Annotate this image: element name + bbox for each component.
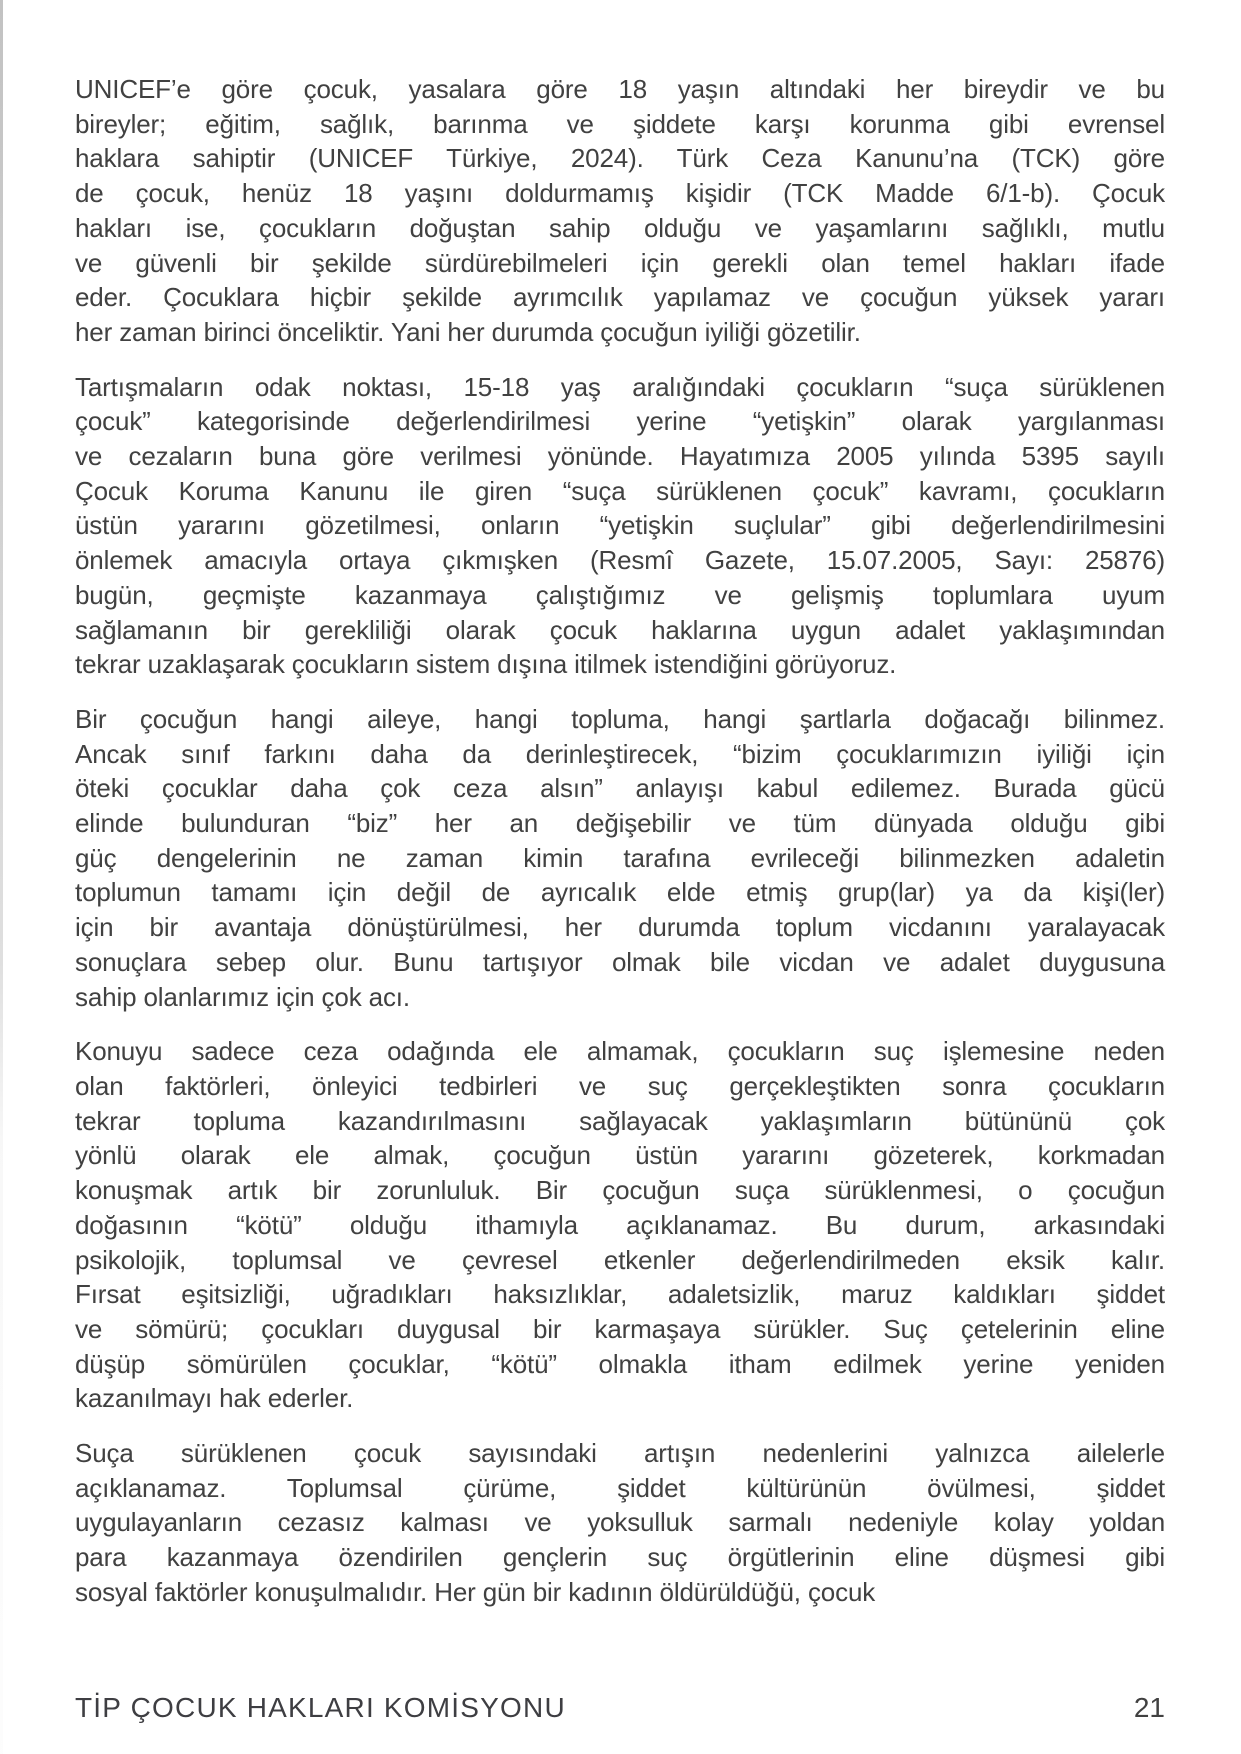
text-line: Tartışmaların odak noktası, 15-18 yaş aralığındaki çocukların “suça sürüklenen (75, 371, 1165, 402)
text-line: konuşmak artık bir zorunluluk. Bir çocuğun suça sürüklenmesi, o çocuğun (75, 1175, 1165, 1206)
text-line: Suça sürüklenen çocuk sayısındaki artışın nedenlerini yalnızca ailelerle (75, 1438, 1165, 1469)
paragraph (75, 1436, 1165, 1610)
text-line: de çocuk, henüz 18 yaşını doldurmamış kişidir (TCK Madde 6/1-b). Çocuk (75, 178, 1165, 209)
text-line: her zaman birinci önceliktir. Yani her durumda çocuğun iyiliği gözetilir. (75, 316, 861, 347)
text-line: yönlü olarak ele almak, çocuğun üstün yararını gözeterek, korkmadan (75, 1140, 1165, 1171)
text-line: ve güvenli bir şekilde sürdürebilmeleri için gerekli olan temel hakları ifade (75, 247, 1165, 278)
text-line: güç dengelerinin ne zaman kimin tarafına evrileceği bilinmezken adaletin (75, 842, 1165, 873)
paragraph (75, 370, 1165, 682)
text-line: sosyal faktörler konuşulmalıdır. Her gün bir kadının öldürüldüğü, çocuk (75, 1576, 876, 1607)
text-line: UNICEF’e göre çocuk, yasalara göre 18 yaşın altındaki her bireydir ve bu (75, 74, 1165, 104)
page-footer (75, 1692, 1165, 1724)
text-line: elinde bulunduran “biz” her an değişebilir ve tüm dünyada olduğu gibi (75, 808, 1165, 839)
text-line: hakları ise, çocukların doğuştan sahip olduğu ve yaşamlarını sağlıklı, mutlu (75, 212, 1165, 243)
text-line: Ancak sınıf farkını daha da derinleştirecek, “bizim çocuklarımızın iyiliği için (75, 738, 1165, 769)
text-line: doğasının “kötü” olduğu ithamıyla açıklanamaz. Bu durum, arkasındaki (75, 1209, 1165, 1240)
text-line: için bir avantaja dönüştürülmesi, her durumda toplum vicdanını yaralayacak (75, 912, 1165, 943)
text-line: Konuyu sadece ceza odağında ele almamak, çocukların suç işlemesine neden (75, 1036, 1165, 1067)
text-line: açıklanamaz. Toplumsal çürüme, şiddet kültürünün övülmesi, şiddet (75, 1472, 1165, 1503)
paragraph (75, 72, 1165, 350)
text-line: sağlamanın bir gerekliliği olarak çocuk haklarına uygun adalet yaklaşımından (75, 614, 1165, 645)
text-line: uygulayanların cezasız kalması ve yoksulluk sarmalı nedeniyle kolay yoldan (75, 1507, 1165, 1538)
text-line: çocuk” kategorisinde değerlendirilmesi yerine “yetişkin” olarak yargılanması (75, 406, 1165, 437)
scan-edge-line (0, 0, 3, 1754)
text-line: ve cezaların buna göre verilmesi yönünde. Hayatımıza 2005 yılında 5395 sayılı (75, 441, 1165, 472)
document-body (75, 72, 1165, 1630)
text-line: Fırsat eşitsizliği, uğradıkları haksızlıklar, adaletsizlik, maruz kaldıkları şiddet (75, 1279, 1165, 1310)
text-line: tekrar topluma kazandırılmasını sağlayacak yaklaşımların bütününü çok (75, 1105, 1165, 1136)
text-line: bugün, geçmişte kazanmaya çalıştığımız ve gelişmiş toplumlara uyum (75, 579, 1165, 610)
text-line: önlemek amacıyla ortaya çıkmışken (Resmî Gazete, 15.07.2005, Sayı: 25876) (75, 545, 1165, 576)
text-line: düşüp sömürülen çocuklar, “kötü” olmakla itham edilmek yerine yeniden (75, 1348, 1165, 1379)
text-line: haklara sahiptir (UNICEF Türkiye, 2024). Türk Ceza Kanunu’na (TCK) göre (75, 143, 1165, 174)
text-line: öteki çocuklar daha çok ceza alsın” anlayışı kabul edilemez. Burada gücü (75, 773, 1165, 804)
text-line: para kazanmaya özendirilen gençlerin suç örgütlerinin eline düşmesi gibi (75, 1542, 1165, 1573)
text-line: üstün yararını gözetilmesi, onların “yetişkin suçlular” gibi değerlendirilmesini (75, 510, 1165, 541)
text-line: toplumun tamamı için değil de ayrıcalık elde etmiş grup(lar) ya da kişi(ler) (75, 877, 1165, 908)
text-line: Çocuk Koruma Kanunu ile giren “suça sürüklenen çocuk” kavramı, çocukların (75, 475, 1165, 506)
paragraph (75, 1034, 1165, 1416)
text-line: sahip olanlarımız için çok acı. (75, 981, 410, 1012)
text-line: olan faktörleri, önleyici tedbirleri ve suç gerçekleştikten sonra çocukların (75, 1070, 1165, 1101)
text-line: tekrar uzaklaşarak çocukların sistem dışına itilmek istendiğini görüyoruz. (75, 649, 897, 680)
text-line: psikolojik, toplumsal ve çevresel etkenler değerlendirilmeden eksik kalır. (75, 1244, 1165, 1275)
text-line: kazanılmayı hak ederler. (75, 1383, 354, 1414)
text-line: eder. Çocuklara hiçbir şekilde ayrımcılık yapılamaz ve çocuğun yüksek yararı (75, 282, 1165, 313)
text-line: bireyler; eğitim, sağlık, barınma ve şiddete karşı korunma gibi evrensel (75, 108, 1165, 139)
text-line: sonuçlara sebep olur. Bunu tartışıyor olmak bile vicdan ve adalet duygusuna (75, 946, 1165, 977)
footer-page-number: 21 (1133, 1692, 1165, 1723)
text-line: ve sömürü; çocukları duygusal bir karmaşaya sürükler. Suç çetelerinin eline (75, 1313, 1165, 1344)
paragraph (75, 702, 1165, 1014)
footer-running-title: TİP ÇOCUK HAKLARI KOMİSYONU (75, 1692, 566, 1723)
text-line: Bir çocuğun hangi aileye, hangi topluma, hangi şartlarla doğacağı bilinmez. (75, 703, 1165, 734)
